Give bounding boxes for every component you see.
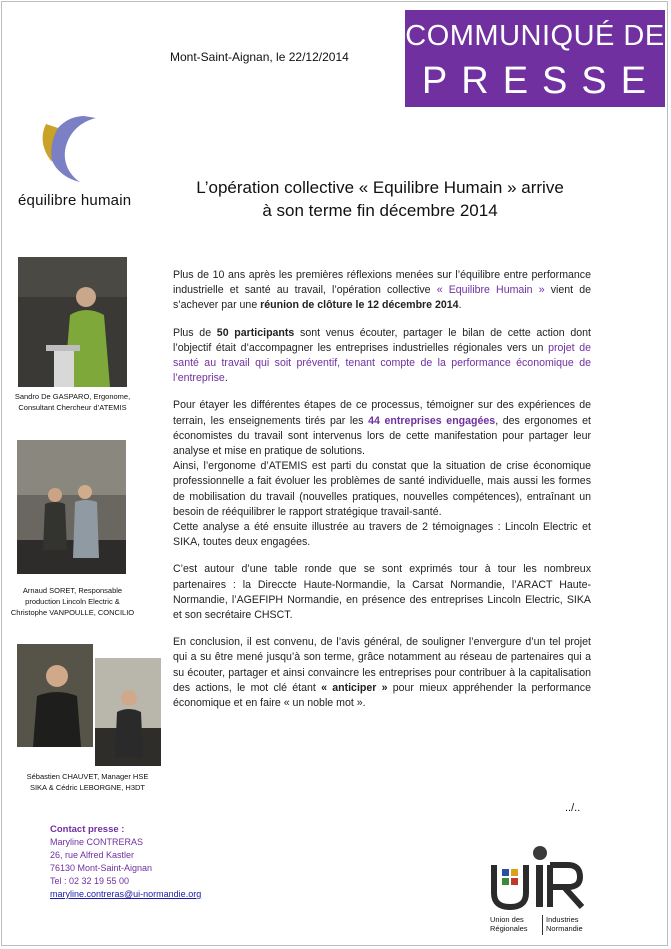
paragraph-2: Plus de 50 participants sont venus écouter, partager le bilan de cette action dont l’objectif était d’accompagner les entreprises industrielles régionales vers un projet de santé au travail qui soit préventif, tenant compte de la performance économique de l’entreprise. xyxy=(173,326,591,385)
uir-logo-icon xyxy=(480,845,620,913)
contact-street: 26, rue Alfred Kastler xyxy=(50,850,135,860)
uir-divider xyxy=(542,915,543,935)
contact-email-link[interactable]: maryline.contreras@ui-normandie.org xyxy=(50,889,202,899)
contact-city: 76130 Mont-Saint-Aignan xyxy=(50,863,153,873)
logo-text: équilibre humain xyxy=(18,192,132,209)
article-body xyxy=(173,268,591,723)
contact-heading: Contact presse : xyxy=(50,824,125,835)
title-line1: L’opération collective « Equilibre Humain » arrive xyxy=(196,178,564,197)
photo-speakers-2 xyxy=(17,440,126,574)
contact-name: Maryline CONTRERAS xyxy=(50,837,144,847)
photo-speaker-3b xyxy=(95,658,161,766)
photo3-caption: Sébastien CHAUVET, Manager HSE SIKA & Cédric LEBORGNE, H3DT xyxy=(26,772,149,792)
uir-sub-left: Union des Régionales xyxy=(490,915,528,933)
logo-mark-icon xyxy=(18,110,158,192)
paragraph-5: Cette analyse a été ensuite illustrée au travers de 2 témoignages : Lincoln Electric et SIKA, toutes deux engagées. xyxy=(173,521,591,549)
press-release-line1: COMMUNIQUÉ DE xyxy=(405,20,665,52)
continued-mark: ../.. xyxy=(565,802,581,814)
photo2-caption: Arnaud SORET, Responsable production Lincoln Electric & Christophe VANPOULLE, CONCILIO xyxy=(10,586,135,617)
photo1-caption: Sandro De GASPARO, Ergonome, Consultant Chercheur d’ATEMIS xyxy=(14,392,131,412)
paragraph-7: En conclusion, il est convenu, de l’avis général, de souligner l’envergure d’un tel projet qui a su être mené jusqu’à son terme, grâce notamment au réseau de partenaires qui a su écouter, partager et ainsi convaincre les entreprises pour contribuer à la capitalisation des actions, le mot clé étant « anticiper » pour mieux appréhender la performance économique et en faire « un noble mot ». xyxy=(173,636,591,710)
title-line2: à son terme fin décembre 2014 xyxy=(262,201,498,220)
photo-speaker-3a xyxy=(17,644,93,747)
paragraph-6: C’est autour d’une table ronde que se sont exprimés tour à tour les nombreux partenaires : la Direccte Haute-Normandie, la Carsat Normandie, l’ARACT Haute-Normandie, l’AGEFIPH Normandie, en présence des entreprises Lincoln Electric, SIKA et son secrétaire CHSCT. xyxy=(173,563,591,622)
press-release-line2: PRESSE xyxy=(421,60,661,102)
equilibre-humain-logo xyxy=(18,110,158,215)
date-line: Mont-Saint-Aignan, le 22/12/2014 xyxy=(170,50,349,64)
uir-normandie-logo xyxy=(480,845,620,940)
press-release-banner xyxy=(405,10,665,107)
press-contact xyxy=(50,823,201,901)
paragraph-1: Plus de 10 ans après les premières réflexions menées sur l’équilibre entre performance industrielle et santé au travail, l’opération collective « Equilibre Humain » vient de s’achever par une réunion de clôture le 12 décembre 2014. xyxy=(173,269,592,312)
uir-sub-right: Industries Normandie xyxy=(546,915,583,933)
photo-speaker-1 xyxy=(18,257,127,387)
contact-phone: Tel : 02 32 19 55 00 xyxy=(50,876,130,886)
paragraph-4: Ainsi, l’ergonome d’ATEMIS est parti du constat que la situation de crise économique professionnelle a fait évoluer les problèmes de santé individuelle, mais aussi les formes de mobilisation du travail (nouvelles pratiques, nouvelles compétences), entraînant un besoin de rééquilibrer le rapport stratégique travail-santé. xyxy=(173,460,591,518)
paragraph-3: Pour étayer les différentes étapes de ce processus, témoigner sur des expériences de terrain, les enseignements tirés par les 44 entreprises engagées, des ergonomes et économistes du travail sont intervenus lors de cette manifestation pour partager leur analyse et mise en pratique de solutions. xyxy=(173,399,591,458)
page-title xyxy=(160,176,600,222)
